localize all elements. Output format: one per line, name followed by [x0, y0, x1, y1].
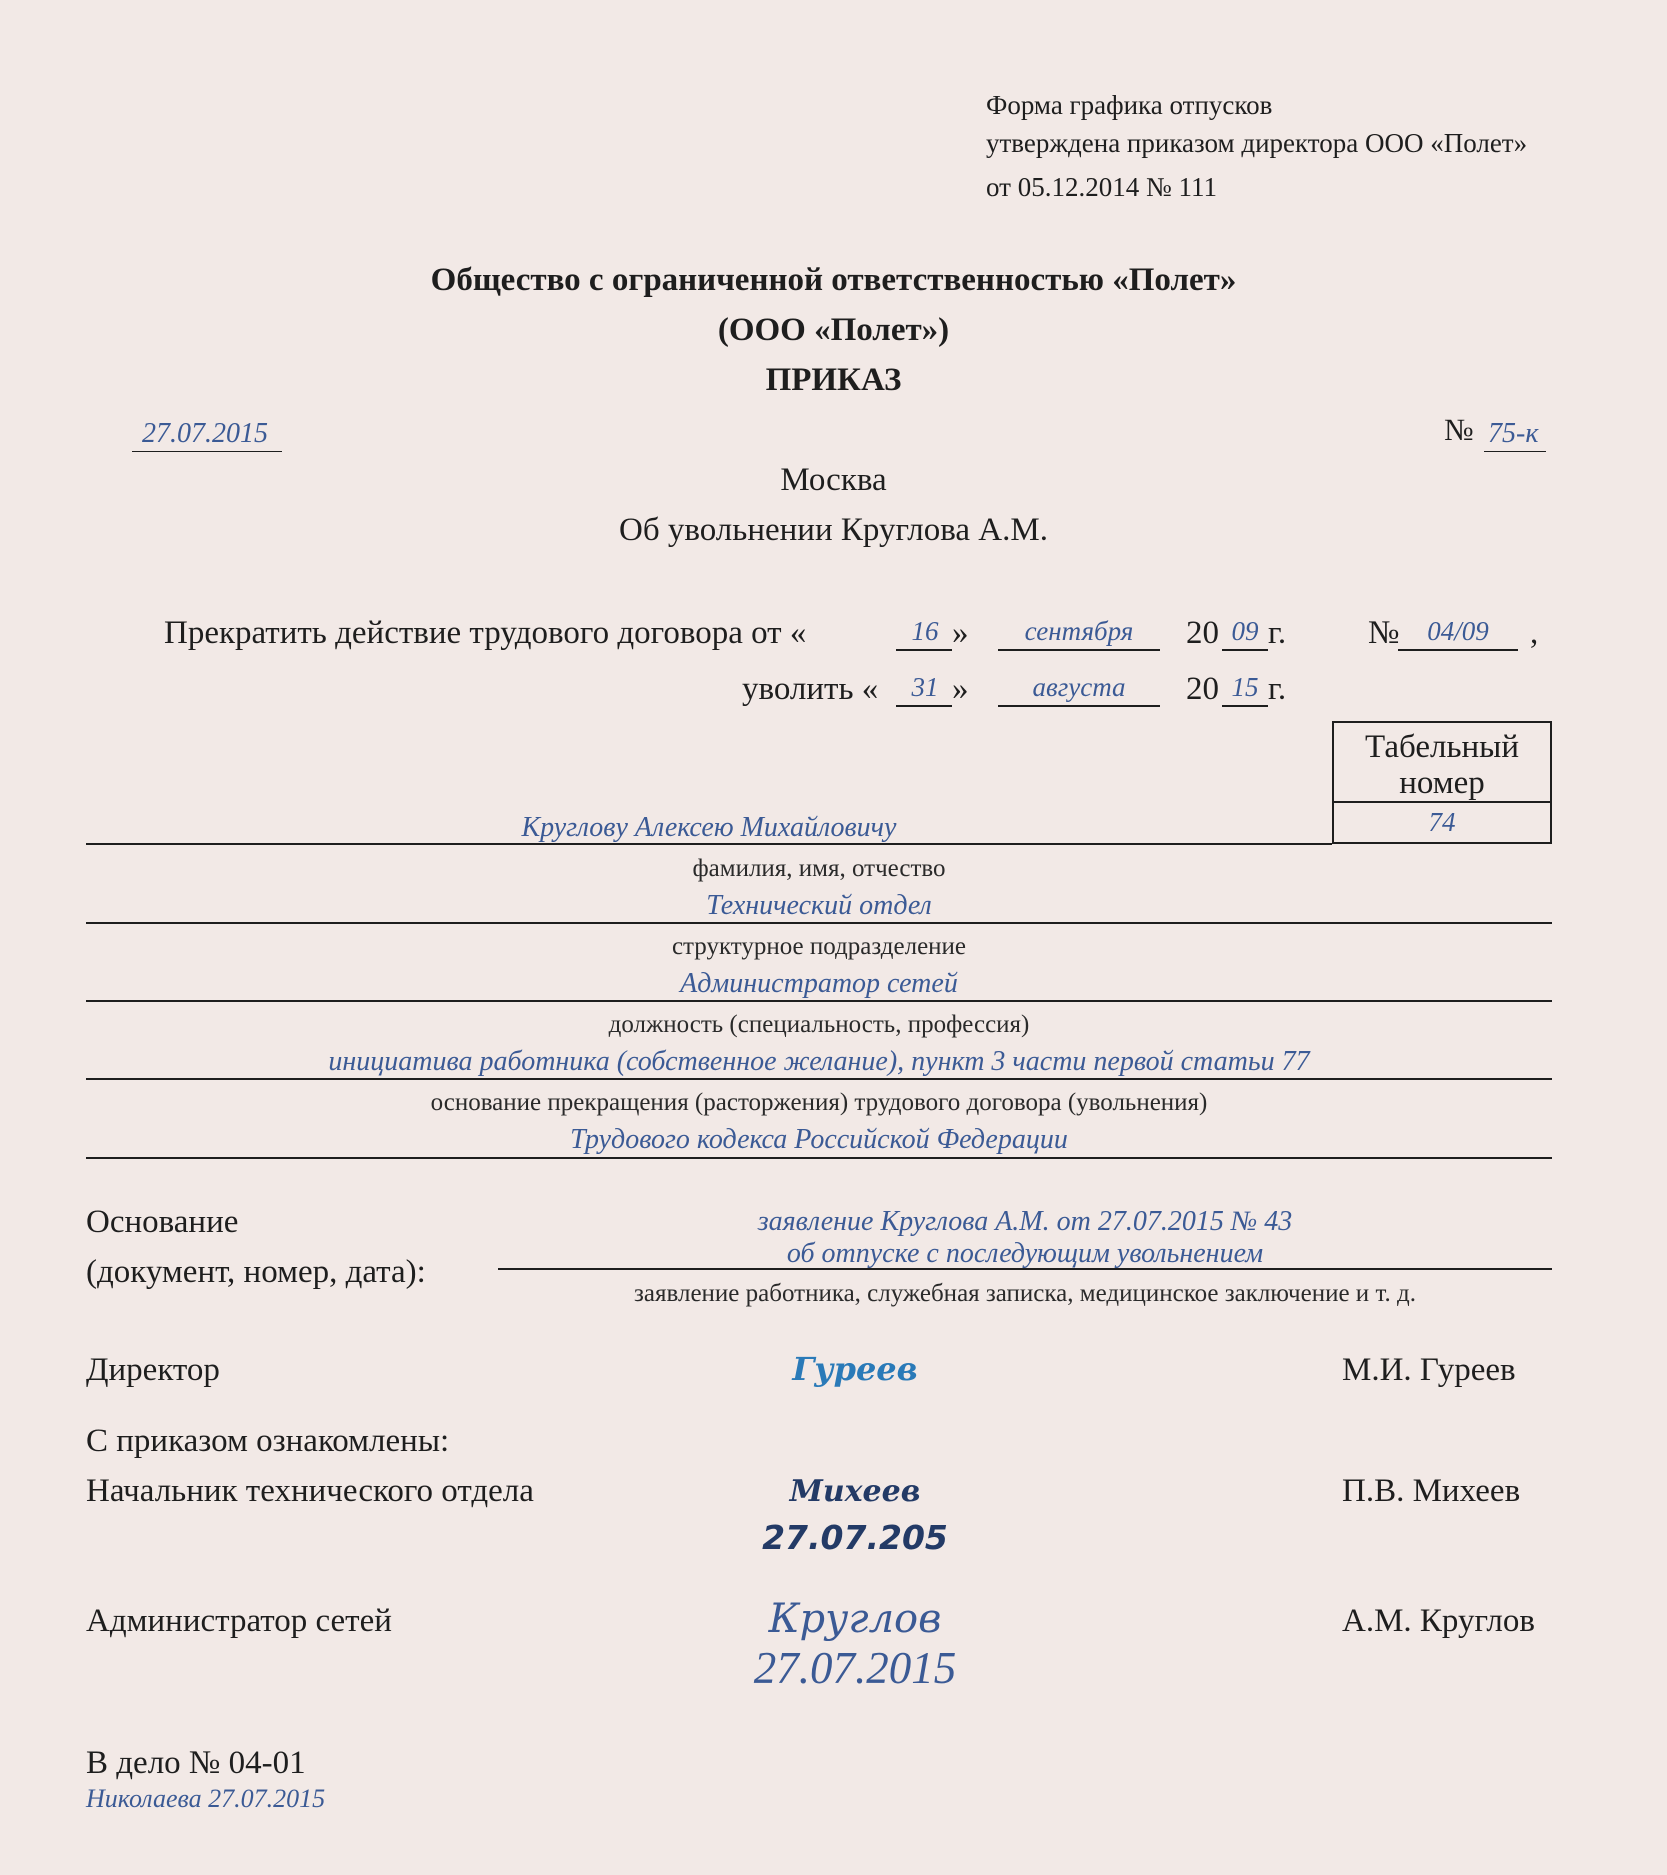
- contract-day-underline: [896, 649, 952, 651]
- director-signature: Гуреев: [792, 1350, 918, 1388]
- head-name: П.В. Михеев: [1342, 1473, 1521, 1509]
- dismiss-month: августа: [1032, 672, 1126, 702]
- order-number-label: №: [1444, 412, 1474, 447]
- contract-number-label: №: [1368, 615, 1400, 651]
- form-note-line2: утверждена приказом директора ООО «Полет»: [986, 128, 1528, 158]
- reason-caption: основание прекращения (расторжения) трудового договора (увольнения): [430, 1089, 1208, 1116]
- dismiss-day-close-quote: »: [952, 671, 969, 707]
- admin-label: Администратор сетей: [86, 1603, 392, 1639]
- dismiss-year: 15: [1231, 672, 1259, 702]
- contract-year: 09: [1231, 616, 1259, 646]
- reason-line1-underline: [86, 1078, 1552, 1080]
- position-value: Администратор сетей: [680, 968, 958, 999]
- contract-month-underline: [998, 649, 1160, 651]
- contract-year-underline: [1222, 649, 1268, 651]
- basis-label-line1: Основание: [86, 1204, 239, 1240]
- form-note-line3: от 05.12.2014 № 111: [986, 172, 1217, 202]
- department-value: Технический отдел: [706, 890, 932, 921]
- basis-label-line2: (документ, номер, дата):: [86, 1254, 426, 1290]
- admin-name: А.М. Круглов: [1342, 1603, 1535, 1639]
- head-sign-date: 27.07.205: [762, 1518, 948, 1557]
- contract-month: сентября: [1024, 616, 1134, 646]
- form-note-line1: Форма графика отпусков: [986, 90, 1273, 120]
- form-note: [986, 86, 1527, 206]
- contract-year-prefix: 20: [1186, 615, 1219, 651]
- dismiss-year-suffix: г.: [1268, 671, 1287, 707]
- department-underline: [86, 922, 1552, 924]
- order-date-underline: [132, 451, 282, 452]
- reason-line2: Трудового кодекса Российской Федерации: [570, 1124, 1068, 1155]
- employee-name: Круглову Алексею Михайловичу: [521, 812, 897, 843]
- order-subject: Об увольнении Круглова А.М.: [619, 512, 1048, 548]
- contract-day-close-quote: »: [952, 615, 969, 651]
- dismiss-year-prefix: 20: [1186, 671, 1219, 707]
- contract-day: 16: [911, 616, 939, 646]
- terminate-text: Прекратить действие трудового договора от «: [164, 615, 807, 651]
- org-short-name: (ООО «Полет»): [717, 312, 950, 348]
- basis-underline: [498, 1268, 1552, 1270]
- employee-name-underline: [86, 843, 1332, 845]
- dismiss-day-underline: [896, 705, 952, 707]
- dismiss-day: 31: [911, 672, 939, 702]
- reason-line2-underline: [86, 1157, 1552, 1159]
- filing-text: В дело № 04-01: [86, 1745, 306, 1781]
- dismiss-year-underline: [1222, 705, 1268, 707]
- admin-sign-date: 27.07.2015: [753, 1643, 957, 1693]
- filing-signature: Николаева 27.07.2015: [86, 1784, 326, 1813]
- contract-comma: ,: [1530, 615, 1539, 651]
- order-number: 75-к: [1488, 418, 1539, 449]
- org-full-name: Общество с ограниченной ответственностью «Полет»: [430, 262, 1237, 298]
- basis-value-line2: об отпуске с последующим увольнением: [786, 1238, 1264, 1269]
- tab-number-table: [1332, 721, 1552, 844]
- department-caption: структурное подразделение: [671, 933, 967, 960]
- doc-type: ПРИКАЗ: [765, 362, 902, 398]
- position-caption: должность (специальность, профессия): [608, 1011, 1030, 1038]
- order-number-underline: [1484, 451, 1546, 452]
- city: Москва: [780, 462, 887, 498]
- director-name: М.И. Гуреев: [1342, 1352, 1516, 1388]
- contract-number-underline: [1398, 649, 1518, 651]
- employee-name-caption: фамилия, имя, отчество: [692, 855, 946, 882]
- head-label: Начальник технического отдела: [86, 1473, 534, 1509]
- director-label: Директор: [86, 1352, 220, 1388]
- contract-year-suffix: г.: [1268, 615, 1287, 651]
- tab-number-header: Табельный номер: [1334, 723, 1550, 803]
- acquainted-label: С приказом ознакомлены:: [86, 1423, 450, 1459]
- tab-number-value: 74: [1428, 807, 1456, 837]
- head-signature: Михеев: [789, 1474, 921, 1509]
- reason-line1: инициатива работника (собственное желание), пункт 3 части первой статьи 77: [328, 1046, 1310, 1077]
- basis-caption: заявление работника, служебная записка, медицинское заключение и т. д.: [634, 1280, 1416, 1307]
- admin-signature: Круглов: [768, 1596, 942, 1642]
- contract-number: 04/09: [1427, 616, 1489, 646]
- dismiss-month-underline: [998, 705, 1160, 707]
- order-date: 27.07.2015: [142, 418, 268, 449]
- position-underline: [86, 1000, 1552, 1002]
- basis-value-line1: заявление Круглова А.М. от 27.07.2015 № 43: [757, 1206, 1293, 1237]
- dismiss-text: уволить «: [742, 671, 879, 707]
